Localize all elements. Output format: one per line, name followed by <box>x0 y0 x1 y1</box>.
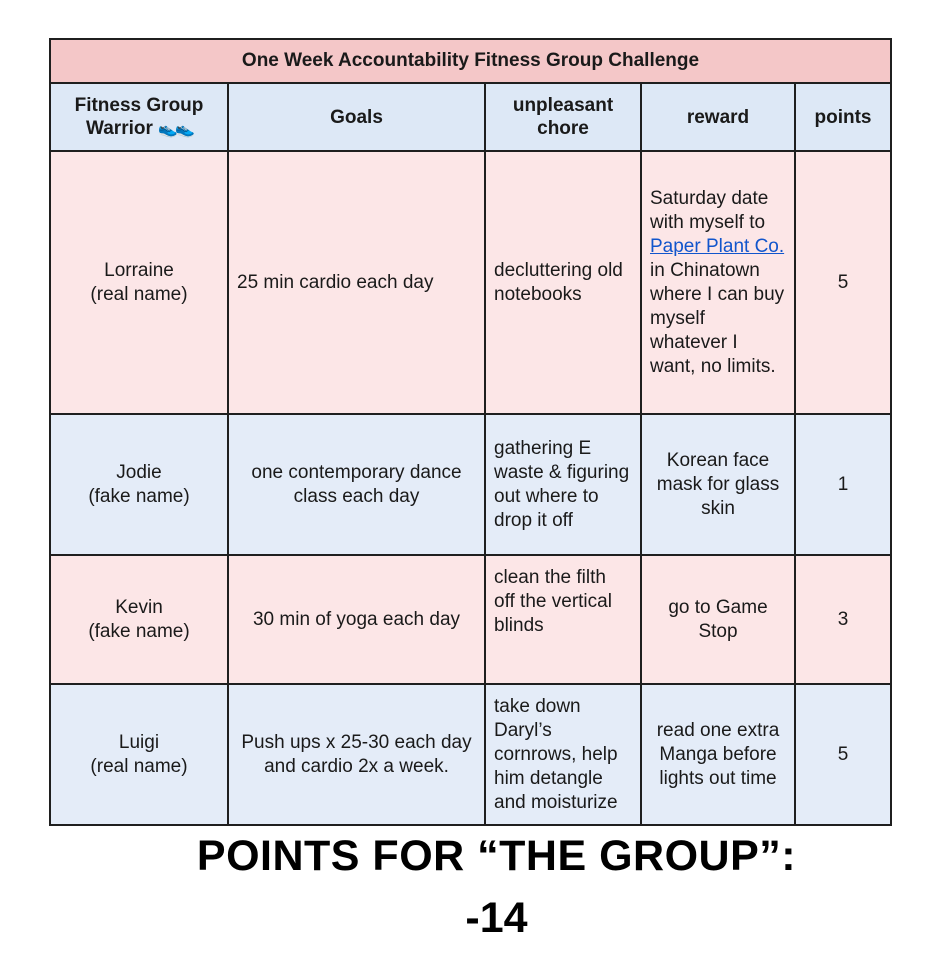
warrior-cell <box>50 555 228 684</box>
reward-cell: read one extra Manga before lights out time <box>641 684 795 825</box>
warrior-note: (real name) <box>90 283 188 305</box>
warrior-note: (fake name) <box>88 620 190 642</box>
title-row <box>50 39 891 83</box>
header-points: points <box>795 83 891 151</box>
warrior-cell <box>50 684 228 825</box>
table-row <box>50 555 891 684</box>
header-row <box>50 83 891 151</box>
table-row <box>50 151 891 414</box>
goal-cell: 30 min of yoga each day <box>228 555 485 684</box>
table-row <box>50 684 891 825</box>
goal-cell: 25 min cardio each day <box>228 151 485 414</box>
warrior-note: (real name) <box>90 755 188 777</box>
chore-cell: gathering E waste & figuring out where to drop it off <box>485 414 641 555</box>
warrior-name: Luigi <box>118 731 160 753</box>
reward-text-before: Saturday date with myself to <box>650 187 769 233</box>
warrior-cell <box>50 414 228 555</box>
reward-cell: go to Game Stop <box>641 555 795 684</box>
points-cell: 5 <box>795 684 891 825</box>
header-warrior <box>50 83 228 151</box>
warrior-name: Lorraine <box>104 259 174 281</box>
paper-plant-link[interactable]: Paper Plant Co. <box>650 235 785 257</box>
reward-text-after: in Chinatown where I can buy myself whatever I want, no limits. <box>650 259 785 377</box>
header-goals: Goals <box>228 83 485 151</box>
points-cell: 5 <box>795 151 891 414</box>
challenge-table <box>49 38 892 826</box>
points-cell: 1 <box>795 414 891 555</box>
group-points-value: -14 <box>465 894 528 942</box>
warrior-name: Jodie <box>116 461 162 483</box>
header-warrior-label: Fitness Group Warrior <box>74 94 204 139</box>
header-chore: unpleasant chore <box>485 83 641 151</box>
goal-cell: Push ups x 25-30 each day and cardio 2x a week. <box>228 684 485 825</box>
goal-cell: one contemporary dance class each day <box>228 414 485 555</box>
table-title: One Week Accountability Fitness Group Challenge <box>50 39 891 83</box>
chore-cell: take down Daryl’s cornrows, help him detangle and moisturize <box>485 684 641 825</box>
warrior-name: Kevin <box>115 596 163 618</box>
warrior-note: (fake name) <box>88 485 190 507</box>
group-points-label: POINTS FOR “THE GROUP”: <box>196 832 797 880</box>
chore-cell: clean the filth off the vertical blinds <box>485 555 641 684</box>
points-cell: 3 <box>795 555 891 684</box>
table-row <box>50 414 891 555</box>
header-reward: reward <box>641 83 795 151</box>
running-shoes-icon: 👟👟 <box>158 120 192 138</box>
chore-cell: decluttering old notebooks <box>485 151 641 414</box>
reward-cell <box>641 151 795 414</box>
warrior-cell <box>50 151 228 414</box>
reward-cell: Korean face mask for glass skin <box>641 414 795 555</box>
